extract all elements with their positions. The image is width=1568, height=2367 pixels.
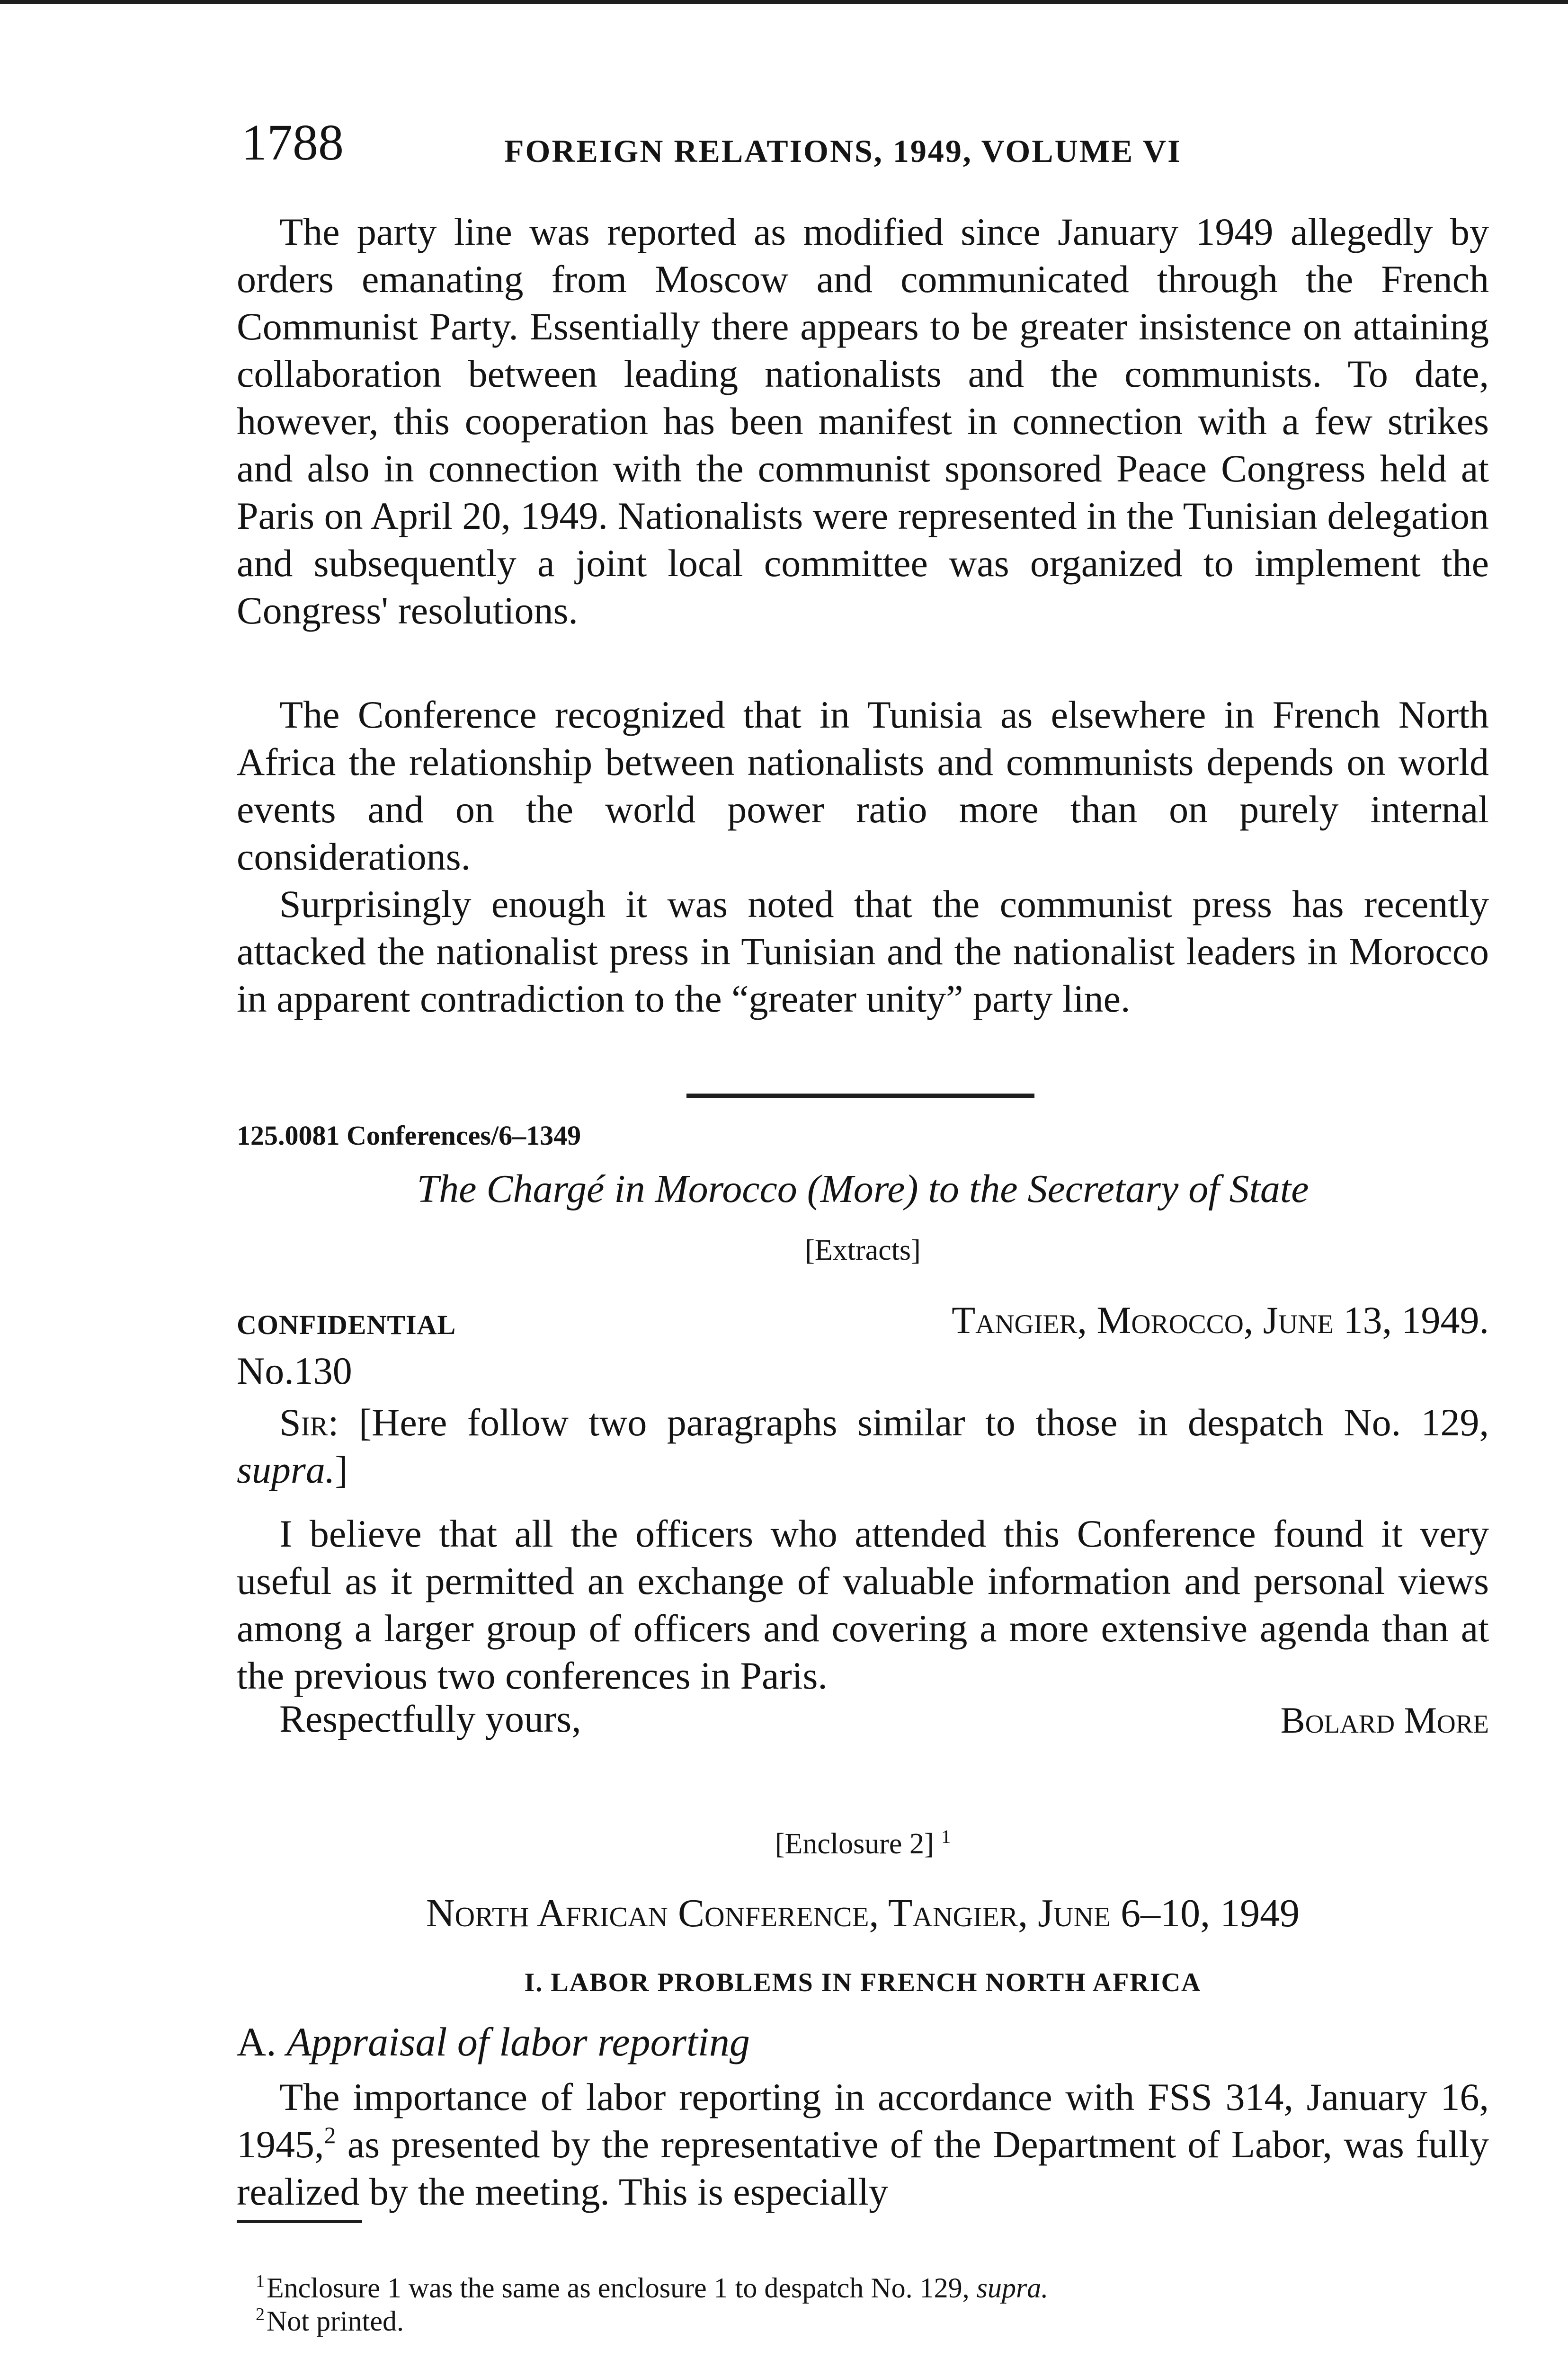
extracts-label: [Extracts]	[805, 1234, 921, 1266]
enclosure-paragraph	[237, 2073, 1489, 2216]
subsection-heading	[237, 2021, 750, 2062]
footnote-divider	[237, 2220, 362, 2223]
conference-title: North African Conference, Tangier, June 6–10, 1949	[426, 1891, 1300, 1935]
subsection-title: Appraisal of labor reporting	[286, 2019, 750, 2064]
top-border-line	[0, 0, 1568, 4]
letter-paragraph-1-text: : [Here follow two paragraphs similar to those in despatch No. 129,	[328, 1401, 1489, 1444]
enclosure-label-text: [Enclosure 2]	[775, 1828, 934, 1860]
footnote-1-italic: supra.	[976, 2272, 1049, 2304]
enclosure-paragraph-end: as presented by the representative of the Department of Labor, was fully realized by the meeting. This is especially	[237, 2123, 1489, 2213]
section-heading: I. LABOR PROBLEMS IN FRENCH NORTH AFRICA	[524, 1968, 1202, 1997]
footnote-1	[256, 2272, 1048, 2302]
file-reference: 125.0081 Conferences/6–1349	[237, 1120, 581, 1151]
enclosure-paragraph-marker: 2	[324, 2122, 336, 2148]
running-title: FOREIGN RELATIONS, 1949, VOLUME VI	[504, 133, 1182, 169]
page-number: 1788	[241, 115, 344, 171]
closing: Respectfully yours,	[279, 1697, 581, 1740]
enclosure-label	[237, 1827, 1489, 1859]
salutation: Sir	[279, 1401, 328, 1444]
footnote-1-text: Enclosure 1 was the same as enclosure 1 to despatch No. 129,	[267, 2272, 977, 2304]
letter-paragraph-1	[237, 1399, 1489, 1494]
body-paragraph-2: The Conference recognized that in Tunisia as elsewhere in French North Africa the relationship between nationalists and communists depends on world events and on the world power ratio more than on purely internal considerations.	[237, 693, 1489, 878]
footnote-2	[256, 2305, 404, 2335]
letter-paragraph-2: I believe that all the officers who attended this Conference found it very useful as it permitted an exchange of valuable information and personal views among a larger group of officers and covering a more extensive agenda than at the previous two conferences in Paris.	[237, 1512, 1489, 1697]
document-title: The Chargé in Morocco (More) to the Secretary of State	[417, 1167, 1309, 1211]
despatch-number: No.130	[237, 1349, 352, 1392]
dateline: Tangier, Morocco, June 13, 1949.	[952, 1299, 1489, 1342]
signature-name: Bolard More	[1280, 1700, 1489, 1741]
footnote-2-marker: 2	[256, 2305, 265, 2324]
section-divider	[686, 1094, 1034, 1098]
letter-paragraph-1-italic: supra.	[237, 1448, 335, 1491]
enclosure-paragraph-start: The importance of labor reporting in accordance with FSS 314, January 16, 1945,	[237, 2075, 1489, 2166]
body-paragraph-1: The party line was reported as modified since January 1949 allegedly by orders emanating from Moscow and communicated through the French Communist Party. Essentially there appears to be greater insistence on attaining collaboration between leading nationalists and the communists. To date, however, this cooperation has been manifest in connection with a few strikes and also in connection with the communist sponsored Peace Congress held at Paris on April 20, 1949. Nationalists were represented in the Tunisian delegation and subsequently a joint local committee was organized to implement the Congress' resolutions.	[237, 210, 1489, 632]
footnote-1-marker: 1	[256, 2271, 265, 2291]
classification-label: CONFIDENTIAL	[237, 1309, 456, 1340]
body-paragraph-3: Surprisingly enough it was noted that the communist press has recently attacked the nationalist press in Tunisian and the nationalist leaders in Morocco in apparent contradiction to the “greater unity” party line.	[237, 882, 1489, 1020]
footnote-2-text: Not printed.	[267, 2305, 404, 2337]
enclosure-footnote-marker: 1	[941, 1826, 951, 1847]
subsection-letter: A.	[237, 2019, 276, 2064]
letter-paragraph-1-end: ]	[335, 1448, 348, 1491]
